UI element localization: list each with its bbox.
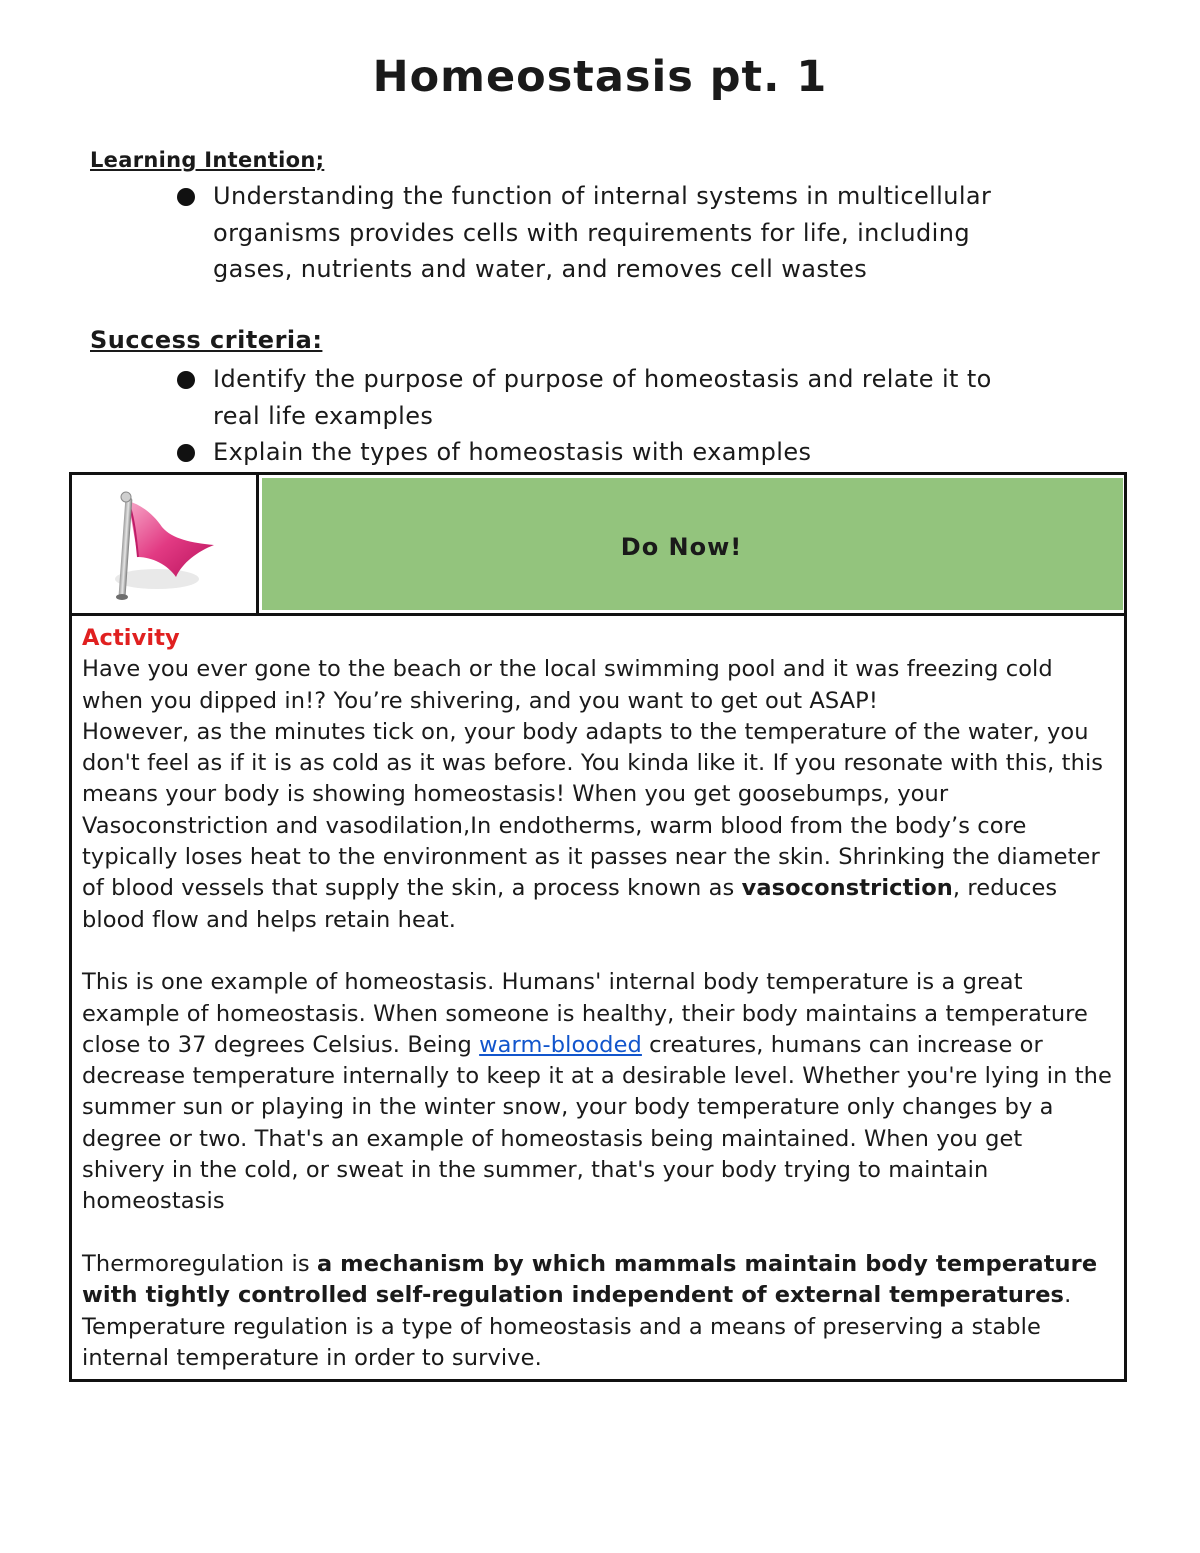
bullet-icon [177, 371, 195, 389]
bold-definition: a mechanism by which mammals maintain body temperature with tightly controlled self-regulation independent of external temperatures [82, 1250, 1098, 1309]
activity-content [82, 623, 1112, 1374]
success-criteria-list [0, 361, 1043, 471]
success-criteria-heading: Success criteria: [90, 326, 323, 354]
do-now-table [69, 472, 1127, 1382]
success-criteria-text: Identify the purpose of purpose of homeostasis and relate it to real life examples [213, 365, 992, 430]
do-now-heading: Do Now! [620, 532, 743, 561]
bullet-icon [177, 444, 195, 462]
paragraph-text: creatures, humans can increase or decrease temperature internally to keep it at a desirable level. Whether you're lying in the summer sun or playing in the winter snow, your body temperature only changes by a degree or two. That's an example of homeostasis being maintained. When you get shivery in the cold, or sweat in the summer, that's your body trying to maintain homeostasis [82, 1031, 1112, 1215]
bullet-icon [177, 188, 195, 206]
learning-intention-heading: Learning Intention; [90, 148, 325, 172]
paragraph: Have you ever gone to the beach or the local swimming pool and it was freezing cold when you dipped in!? You’re shivering, and you want to get out ASAP! [82, 656, 1053, 714]
do-now-banner [262, 478, 1123, 610]
paragraph [82, 1249, 1112, 1374]
pink-flag-icon [102, 487, 222, 607]
list-item [0, 361, 1043, 434]
activity-label: Activity [82, 625, 180, 651]
list-item [0, 434, 1043, 471]
paragraph-text: , reduces blood flow and helps retain heat. [82, 875, 1058, 933]
learning-intention-list [0, 178, 1043, 288]
page-title: Homeostasis pt. 1 [372, 52, 828, 102]
paragraph [82, 967, 1112, 1217]
paragraph-text: . Temperature regulation is a type of homeostasis and a means of preserving a stable internal temperature in order to survive. [82, 1282, 1072, 1371]
success-criteria-text: Explain the types of homeostasis with examples [213, 438, 812, 466]
paragraph-text: Thermoregulation is [82, 1250, 317, 1277]
paragraph-text: This is one example of homeostasis. Humans' internal body temperature is a great example of homeostasis. When someone is healthy, their body maintains a temperature close to 37 degrees Celsius. Being [82, 969, 1088, 1058]
paragraph [82, 717, 1112, 936]
learning-intention-text: Understanding the function of internal systems in multicellular organisms provides cells with requirements for life, including gases, nutrients and water, and removes cell wastes [213, 182, 992, 283]
list-item [0, 178, 1043, 288]
warm-blooded-link[interactable]: warm-blooded [479, 1031, 642, 1058]
paragraph-text: However, as the minutes tick on, your body adapts to the temperature of the water, you don't feel as if it is as cold as it was before. You kinda like it. If you resonate with this, this means your body is showing homeostasis! When you get goosebumps, your Vasoconstriction and vasodilation,In endotherms, warm blood from the body’s core typically loses heat to the environment as it passes near the skin. Shrinking the diameter of blood vessels that supply the skin, a process known as [82, 718, 1104, 902]
do-now-header-row [72, 475, 1124, 616]
bold-term: vasoconstriction [741, 875, 953, 902]
flag-cell [72, 475, 259, 613]
